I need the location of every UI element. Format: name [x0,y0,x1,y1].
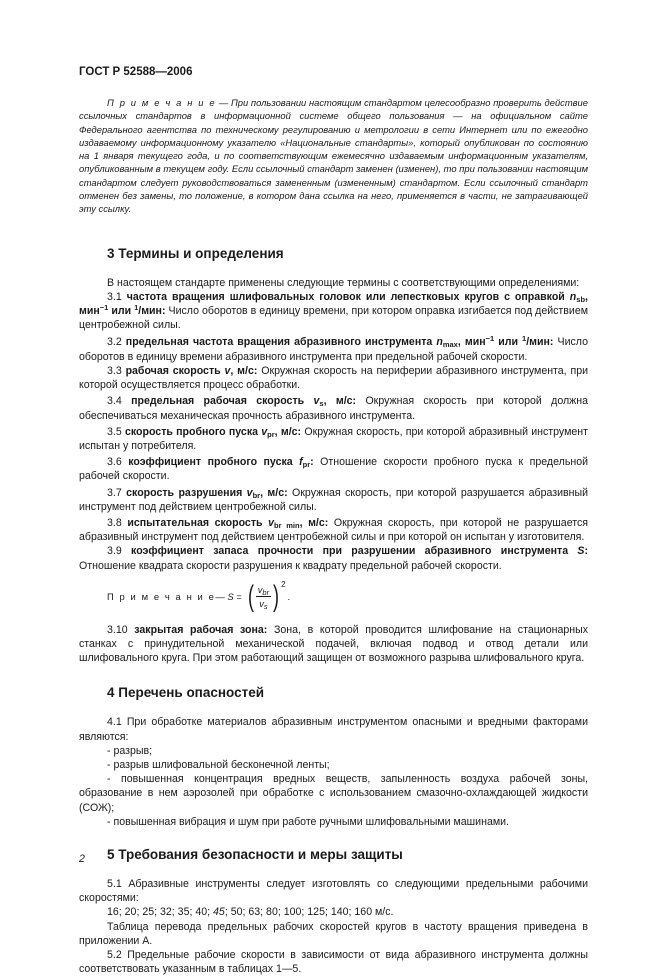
page-number: 2 [79,853,85,865]
hazard-item: - разрыв; [107,744,153,757]
speed-list: 16; 20; 25; 32; 35; 40; 45; 50; 63; 80; 100; 125; 140; 160 м/с. [107,906,394,919]
term-3-2: 3.2 предельная частота вращения абразивного инструмента $n_{max}$, мин$^{-1}$ или $^1$/мин: Число оборотов в единицу времени абразивного инструмента при предельной рабочей скорости. [79,334,588,363]
term-3-7: 3.7 скорость разрушения $v_{br}$, м/с: Окружная скорость, при которой разрушается абразивный инструмент под действием центробежной силы. [79,486,589,513]
section-4-title: 4 Перечень опасностей [107,685,265,701]
term-3-4: 3.4 предельная рабочая скорость $v_s$, м/с: Окружная скорость при которой должна обеспечиваться механическая прочность абразивного инструмента. [79,395,589,422]
section-3-title: 3 Термины и определения [107,245,284,261]
hazard-item: - повышенная концентрация вредных веществ, запыленность воздуха рабочей зоны, образование в нем аэрозолей при обработке с использованием смазочно-охлаждающей жидкости (СОЖ); [79,773,588,814]
para-4-1: 4.1 При обработке материалов абразивным инструментом опасными и вредными факторами являются: [79,716,588,743]
note-label: П р и м е ч а н и е [107,97,217,108]
hazard-item: - разрыв шлифовальной бесконечной ленты; [107,758,330,771]
term-3-9: 3.9 коэффициент запаса прочности при разрушении абразивного инструмента S: Отношение квадрата скорости разрушения к квадрату предельной рабочей скорости. [79,545,588,572]
section-3-intro: В настоящем стандарте применены следующие термины с соответствующими определениями: [107,276,580,289]
hazard-item: - повышенная вибрация и шум при работе ручными шлифовальными машинами. [107,815,509,828]
section-5-title: 5 Требования безопасности и меры защиты [107,846,403,862]
formula-note-label: П р и м е ч а н и е [107,591,216,603]
note-text: — При пользовании настоящим стандартом целесообразно проверить действие ссылочных стандартов в информационной системе общего пользования — на официальном сайте Федерального агентства по техническому регулированию и метрологии в сети Интернет или по ежегодно издаваемому информационному указателю «Национальные стандарты», который опубликован по состоянию на 1 января текущего года, и по соответствующим ежемесячно издаваемым информационным указателям, опубликованным в текущем году. Если ссылочный стандарт заменен (изменен), то при пользовании настоящим стандартом следует руководствоваться замененным (измененным) стандартом. Если ссылочный стандарт отменен без замены, то положение, в котором дана ссылка на него, применяется в части, не затрагивающей эту ссылку. [79,97,588,215]
safety-factor-formula: П р и м е ч а н и е — S = ( $\frac{v_{br}}{v_s}$ ) 2 . [107,579,291,613]
para-5-1: 5.1 Абразивные инструменты следует изготовлять со следующими предельными рабочими скоростями: [79,877,588,905]
term-3-8: 3.8 испытательная скорость $v_{br min}$, м/с: Окружная скорость, при которой не разрушается абразивный инструмент под действием центробежной силы и при которой он испытан у изготовителя. [79,516,588,544]
para-5-2: 5.2 Предельные рабочие скорости в зависимости от вида абразивного инструмента должны соответствовать указанным в таблицах 1—5. [79,948,588,976]
formula-fraction: ( $\frac{v_{br}}{v_s}$ ) 2 [247,579,286,613]
page-content [79,96,588,976]
term-3-6: 3.6 коэффициент пробного пуска $f_{pr}$: Отношение скорости пробного пуска к предельной рабочей скорости. [79,456,589,483]
term-3-10: 3.10 закрытая рабочая зона: Зона, в которой проводится шлифование на стационарных станках с принудительной механической подачей, включая подвод и отвод детали или шлифовального круга. При этом работающий защищен от возможного разрыва шлифовального круга. [79,623,589,665]
term-3-5: 3.5 скорость пробного пуска $v_{pr}$, м/с: Окружная скорость, при которой абразивный инструмент испытан у потребителя. [79,425,588,452]
term-3-3: 3.3 рабочая скорость v, м/с: Окружная скорость на периферии абразивного инструмента, при которой осуществляется процесс обработки. [79,364,588,392]
standard-header: ГОСТ Р 52588—2006 [79,66,193,78]
term-3-1: 3.1 частота вращения шлифовальных головок или лепестковых кругов с оправкой $n_{sb}$, мин$^{-1}$ или $^1$/мин: Число оборотов в единицу времени, при котором оправка изгибается под действием центробежной силы. [79,290,588,332]
para-5-1-table-ref: Таблица перевода предельных рабочих скоростей кругов в частоту вращения приведена в приложении А. [79,920,588,947]
formula-lhs: — S = [215,591,242,603]
intro-note [79,96,588,216]
